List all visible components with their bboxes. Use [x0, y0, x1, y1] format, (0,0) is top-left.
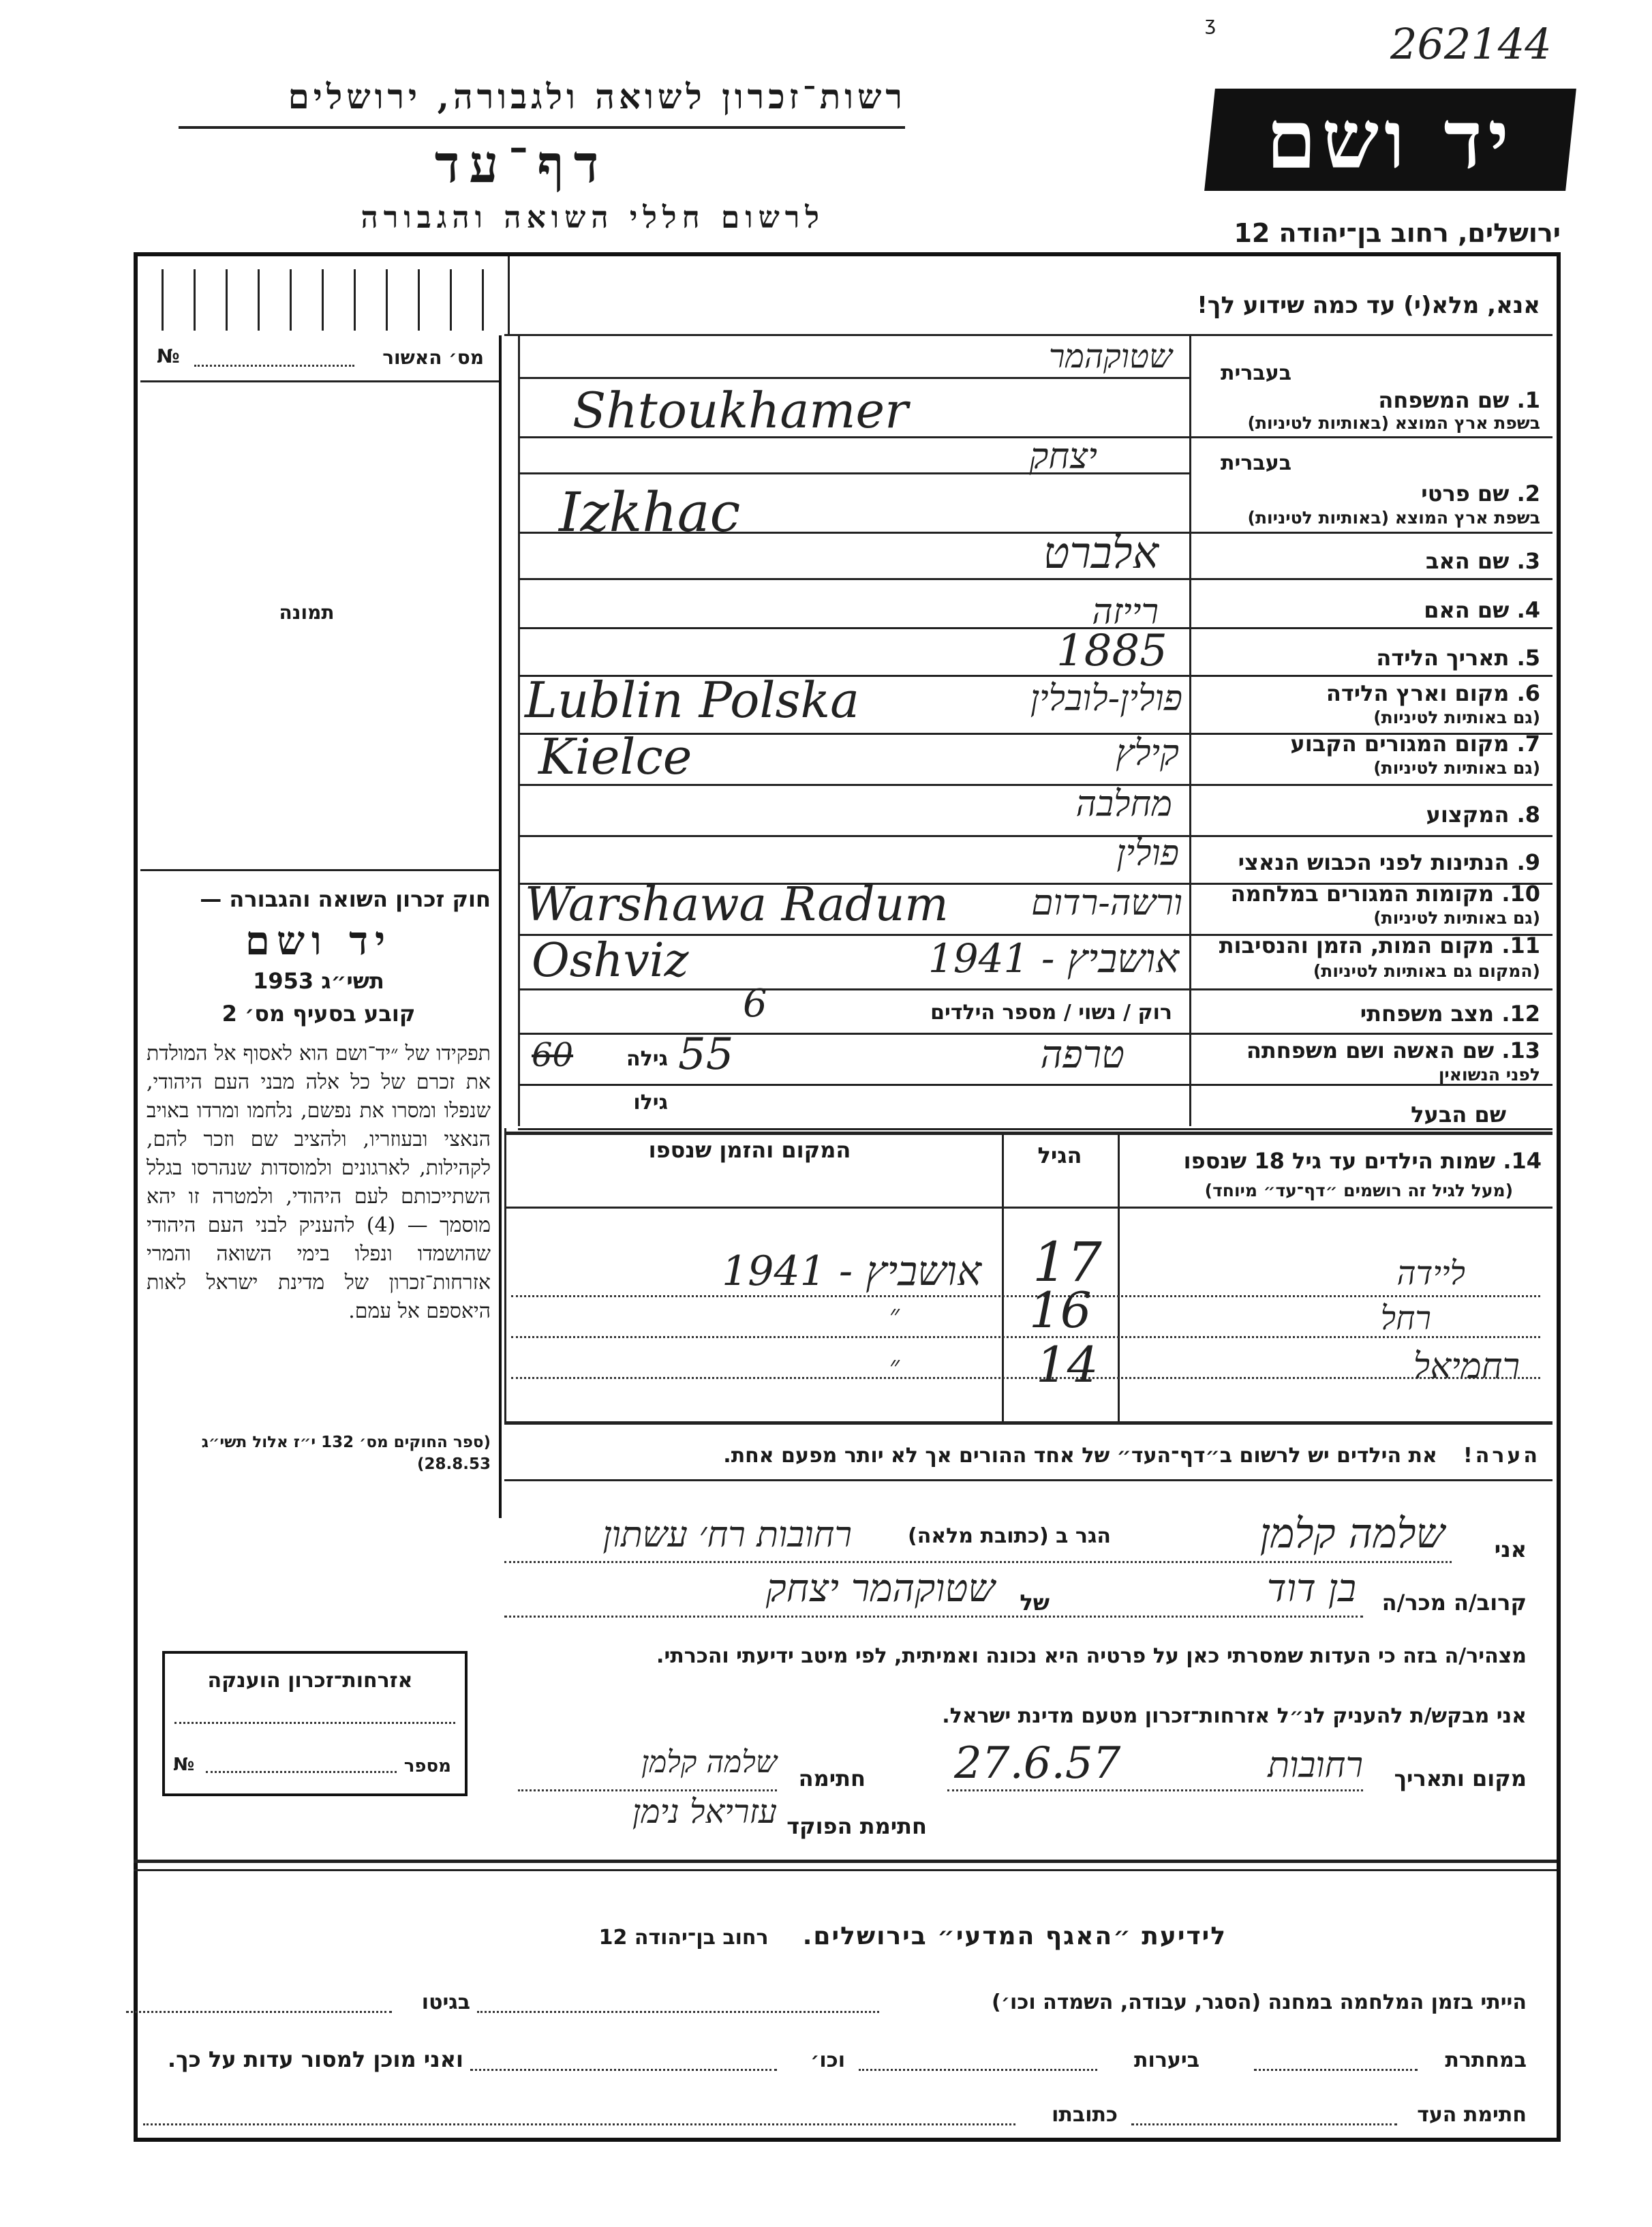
- decl-of-label: של: [1020, 1590, 1050, 1616]
- citizenship-box-line: [174, 1722, 455, 1724]
- bottom-line3-b: כתובתו: [1052, 2103, 1118, 2127]
- field10-latin-value[interactable]: Warshawa Radum: [525, 878, 949, 932]
- decl-signature-label: חתימה: [798, 1766, 866, 1791]
- field1-label: 1. שם המשפחה: [1378, 387, 1540, 413]
- decl-relation-value[interactable]: בן דוד: [1266, 1566, 1356, 1611]
- photo-top-line: [140, 380, 499, 382]
- child1-name[interactable]: ליידה: [1396, 1254, 1465, 1292]
- field2-hebrew-tag: בעברית: [1221, 451, 1291, 475]
- child3-name[interactable]: רחמיאל: [1413, 1346, 1520, 1387]
- child1-place[interactable]: אושביץ - 1941: [722, 1247, 981, 1295]
- field10-value[interactable]: ורשה-רדום: [1031, 883, 1182, 924]
- decl-line2: [504, 1616, 1363, 1618]
- field10-sub: (גם באותיות לטיניות): [1373, 908, 1540, 928]
- field8-label: 8. המקצוע: [1426, 802, 1540, 828]
- decl-of-value[interactable]: שטוקהמר יצחק: [765, 1566, 995, 1611]
- ticks-divider: [508, 256, 510, 335]
- decl-place-date-label: מקום ותאריך: [1394, 1766, 1527, 1791]
- note-text: את הילדים יש לרשום ב״דף־העד״ של אחד ההורים אך לא יותר מפעם אחת.: [723, 1444, 1437, 1468]
- children-header-line: [504, 1207, 1552, 1209]
- field6-latin-value[interactable]: Lublin Polska: [525, 671, 859, 729]
- field2-hebrew-value[interactable]: יצחק: [1029, 436, 1097, 477]
- law-name: יד ושם: [245, 918, 393, 964]
- approval-no-label: מס׳ האשור: [382, 346, 484, 369]
- husband-age-label: גילו: [633, 1091, 668, 1115]
- law-title: חוק זכרון השואה והגבורה —: [200, 886, 491, 912]
- law-year: תשי״ג 1953: [253, 968, 384, 994]
- org-name: רשות־זכרון לשואה ולגבורה, ירושלים: [288, 76, 906, 117]
- law-section: קובע בסעיף מס׳ 2: [221, 1001, 416, 1027]
- children-age-header: הגיל: [1037, 1142, 1082, 1168]
- field7-latin-value[interactable]: Kielce: [538, 728, 692, 785]
- decl-residing-label: הגר ב (כתובת מלאה): [907, 1524, 1111, 1548]
- field2-sub: בשפת ארץ המוצא (באותיות לטיניות): [1247, 508, 1540, 528]
- field1-latin-value[interactable]: Shtoukhamer: [572, 382, 908, 439]
- field11-sub: (המקום גם באותיות לטיניות): [1313, 961, 1540, 981]
- decl-name-value[interactable]: שלמה קלמן: [1259, 1510, 1445, 1558]
- field13-label: 13. שם האשה ושם משפחתה: [1246, 1037, 1540, 1063]
- bottom-line2-a: במחתרת: [1445, 2048, 1527, 2072]
- field11-label: 11. מקום המות, הזמן והנסיבות: [1219, 933, 1540, 958]
- child2-name[interactable]: רחל: [1380, 1299, 1431, 1337]
- note-bottom-line: [504, 1479, 1552, 1481]
- decl-relative-label: קרוב/ה מכר/ה: [1381, 1590, 1527, 1616]
- field13-value[interactable]: טרפה: [1040, 1033, 1125, 1077]
- bottom-line1-b: בגיטו: [421, 1990, 470, 2014]
- children-sub: (מעל לגיל זה רושמים ״דף־עד״ מיוחד): [1204, 1181, 1513, 1200]
- bottom-line1-a: הייתי בזמן המלחמה במחנה (הסגר, עבודה, השמדה וכו׳): [992, 1990, 1527, 2014]
- field2-label: 2. שם פרטי: [1421, 481, 1540, 506]
- field11-value[interactable]: אושביץ - 1941: [928, 935, 1179, 982]
- field1-sub: בשפת ארץ המוצא (באותיות לטיניות): [1247, 413, 1540, 433]
- header-address: ירושלים, רחוב בן־יהודה 12: [1234, 218, 1561, 248]
- note-label: הערה!: [1463, 1444, 1540, 1468]
- note-top-line: [504, 1421, 1552, 1425]
- form-title: דף־עד: [434, 134, 609, 194]
- form-subtitle: לרשום חללי השואה והגבורה: [361, 200, 825, 235]
- child3-place[interactable]: ״: [889, 1350, 900, 1382]
- decl-i-label: אני: [1494, 1536, 1527, 1562]
- bottom-line2-d: ואני מוכן למסור עדות על כך.: [167, 2046, 463, 2072]
- photo-label: תמונה: [279, 601, 335, 624]
- decl-statement: מצהיר/ה בזה כי העדות שמסרתי כאן על פרטיה היא נכונה ואמיתית, לפי מיטב ידיעתי והכרתי.: [656, 1644, 1527, 1668]
- child3-age[interactable]: 14: [1036, 1336, 1099, 1393]
- org-underline: [179, 126, 905, 129]
- bottom-line2-c: וכו׳: [810, 2048, 845, 2072]
- field5-value[interactable]: 1885: [1056, 626, 1167, 676]
- bottom-address: רחוב בן־יהודה 12: [598, 1926, 769, 1950]
- child1-age[interactable]: 17: [1032, 1230, 1102, 1294]
- field11-latin-value[interactable]: Oshviz: [532, 934, 689, 988]
- decl-date-value[interactable]: 27.6.57: [954, 1738, 1121, 1789]
- field12-label: 12. מצב משפחתי: [1360, 1001, 1540, 1027]
- decl-address-value[interactable]: רחובות רח׳ עשתון: [602, 1515, 852, 1556]
- decl-official-value[interactable]: עזריאל נימן: [632, 1793, 777, 1831]
- field10-label: 10. מקומות המגורים במלחמה: [1230, 881, 1540, 907]
- field4-value[interactable]: רייזה: [1092, 592, 1159, 633]
- bottom-line2-field1[interactable]: [1254, 2069, 1418, 2071]
- bottom-line3-a: חתימת העד: [1417, 2103, 1527, 2127]
- citizenship-box-number-label: מספר: [403, 1756, 451, 1776]
- citizenship-box-symbol: №: [173, 1755, 195, 1775]
- field13-age-struck: 60: [532, 1036, 574, 1074]
- field6-value[interactable]: פולין-לובלין: [1030, 678, 1182, 719]
- law-ref: (ספר החוקים מס׳ 132 י״ז אלול תשי״ג 28.8.53): [201, 1434, 491, 1473]
- field6-sub: (גם באותיות לטיניות): [1373, 708, 1540, 727]
- note: [518, 1444, 1540, 1468]
- husband-label: שם הבעל: [1411, 1102, 1506, 1127]
- field13-sub: לפני הנשואין: [1438, 1065, 1540, 1085]
- citizenship-box-number-line[interactable]: [206, 1771, 397, 1773]
- yad-vashem-logo: יד ושם: [1204, 89, 1576, 191]
- citizenship-box: [162, 1651, 468, 1796]
- label-divider: [1189, 335, 1191, 1126]
- citizenship-box-title: אזרחות־זכרון הוענקה: [207, 1669, 413, 1693]
- bottom-line3-field1[interactable]: [1131, 2123, 1397, 2125]
- field3-label: 3. שם האב: [1425, 548, 1540, 574]
- field6-label: 6. מקום וארץ הלידה: [1326, 680, 1540, 706]
- decl-official-label: חתימת הפוקד: [786, 1813, 927, 1839]
- field7-label: 7. מקום המגורים הקבוע: [1290, 731, 1540, 757]
- children-label: 14. שמות הילדים עד גיל 18 שנספו: [1183, 1148, 1542, 1174]
- field9-value[interactable]: פולין: [1116, 833, 1179, 874]
- field1-hebrew-value[interactable]: שטוקהמר: [1048, 337, 1172, 376]
- decl-request: אני מבקש/ת להעניק לנ״ל אזרחות־זכרון מטעם מדינת ישראל.: [942, 1704, 1527, 1728]
- bottom-line2-field2[interactable]: [859, 2069, 1097, 2071]
- field4-label: 4. שם האם: [1424, 597, 1540, 623]
- field12-value[interactable]: 6: [743, 982, 767, 1026]
- bottom-title: [477, 1922, 1227, 1950]
- value-left-border: [518, 335, 520, 1126]
- decl-signature-line: [518, 1789, 777, 1791]
- field13-age-value[interactable]: 55: [678, 1029, 734, 1080]
- field12-status-options: רוק / נשוי / מספר הילדים: [930, 1001, 1172, 1025]
- field9-label: 9. הנתינות לפני הכבוש הנאצי: [1238, 849, 1540, 875]
- field1-hebrew-tag: בעברית: [1221, 361, 1291, 385]
- law-text: תפקידו של ״יד־ושם הוא לאסוף אל המולדת את זכרם של כל אלה מבני העם היהודי, שנפלו ומסרו את נפשם, נלחמו ומרדו באויב הנאצי ובעוזריו, ולהציב שם וזכר להם, לקהילות, לארגונים ולמוסדות שנהרסו בגלל השתייכותם לעם היהודי, ולמטרה זו יהא מוסמך — (4) להעניק לבני העם היהודי שהושמדו ונפלו בימי השואה והמרי אזרחות־זכרון של מדינת ישראל לאות היאספם אל עמם.: [147, 1042, 491, 1323]
- approval-no-field[interactable]: [194, 365, 354, 367]
- field2-latin-value[interactable]: Izkhac: [559, 481, 741, 544]
- instruction-line: [504, 334, 1552, 336]
- children-top-line: [504, 1132, 1552, 1135]
- decl-line1: [504, 1561, 1452, 1563]
- archive-number: 262144: [1390, 19, 1552, 69]
- decl-signature-value[interactable]: שלמה קלמן: [641, 1745, 777, 1780]
- field7-value[interactable]: קילץ: [1116, 733, 1179, 774]
- child2-age[interactable]: 16: [1029, 1282, 1092, 1339]
- bottom-line3-field2[interactable]: [143, 2123, 1015, 2125]
- decl-place-line: [947, 1789, 1363, 1791]
- field8-value[interactable]: מחלבה: [1075, 784, 1172, 825]
- field7-sub: (גם באותיות לטיניות): [1373, 758, 1540, 778]
- bottom-separator-2: [134, 1869, 1557, 1871]
- bottom-line1-field1[interactable]: [477, 2011, 879, 2013]
- scan-mark: ʒ: [1205, 12, 1217, 35]
- field13-age-label: גילה: [626, 1047, 668, 1071]
- photo-bottom-line: [140, 869, 499, 871]
- bottom-line1-field2[interactable]: [126, 2011, 392, 2013]
- bottom-title-text: לידיעת ״האגף המדעי״ בירושלים.: [802, 1922, 1227, 1950]
- bottom-line2-field3[interactable]: [470, 2069, 777, 2071]
- field3-value[interactable]: אלברט: [1043, 528, 1159, 579]
- children-left-border: [504, 1128, 506, 1421]
- child2-place[interactable]: ״: [889, 1299, 900, 1331]
- bottom-line2-b: ביערות: [1134, 2048, 1199, 2072]
- bottom-separator-1: [134, 1860, 1557, 1863]
- children-place-header: המקום והזמן שנספו: [648, 1137, 851, 1163]
- approval-no-symbol: №: [157, 345, 180, 367]
- decl-place-value[interactable]: רחובות: [1268, 1745, 1363, 1786]
- field5-label: 5. תאריך הלידה: [1376, 645, 1540, 671]
- instruction: אנא, מלא(י) עד כמה שידוע לך!: [1197, 292, 1540, 319]
